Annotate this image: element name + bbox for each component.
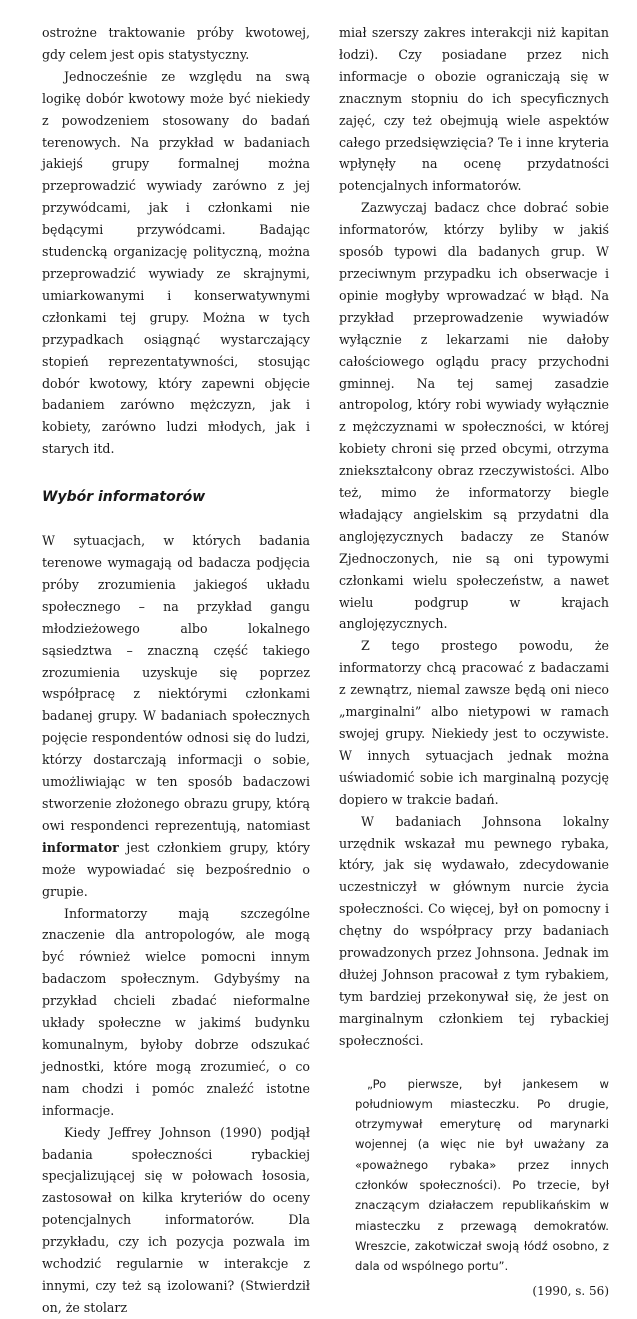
- term-informator: informator: [42, 839, 119, 855]
- paragraph-informant-definition: [42, 530, 310, 902]
- left-column: [42, 22, 310, 1319]
- right-column: [339, 22, 609, 1301]
- paragraph-quota-fieldwork: Jednocześnie ze względu na swą logikę dobór kwotowy może być niekiedy z powodzeniem stosowany do badań terenowych. Na przykład w badaniach jakiejś grupy formalnej można przeprowadzić wywiady zarówno z jej przywódcami, jak i członkami nie będącymi przywódcami. Badając studencką organizację polityczną, można przeprowadzić wywiady ze skrajnymi, umiarkowanymi i konserwatywnymi członkami tej grupy. Można w tych przypadkach osiągnąć wystarczający stopień reprezentatywności, stosując dobór kwotowy, który zapewni objęcie badaniem zarówno mężczyzn, jak i kobiety, zarówno ludzi młodych, jak i starych itd.: [42, 68, 310, 457]
- section-heading: Wybór informatorów: [42, 489, 206, 506]
- quote-text: „Po pierwsze, był jankesem w południowym miasteczku. Po drugie, otrzymywał emeryturę od marynarki wojennej (a więc nie był uważany za «poważnego rybaka» przez innych członków społeczności). Po trzecie, był znaczącym działaczem republikańskim w miasteczku z przewagą demokratów. Wreszcie, zakotwiczał swoją łódź osobno, z dala od wspólnego portu”.: [355, 1076, 609, 1274]
- paragraph-marginal: Z tego prostego powodu, że informatorzy chcą pracować z badaczami z zewnątrz, niemal zawsze będą oni nieco „marginalni” albo nietypowi w ramach swojej grupy. Niekiedy jest to oczywiste. W innych sytuacjach jednak można uświadomić sobie ich marginalną pozycję dopiero w trakcie badań.: [339, 638, 609, 807]
- paragraph-continuation: miał szerszy zakres interakcji niż kapitan łodzi). Czy posiadane przez nich informacje o obozie ograniczają się w znacznym stopniu do ich specyficznych zajęć, czy też obejmują wiele aspektów całego przedsięwzięcia? Te i inne kryteria wpłynęły na ocenę przydatności potencjalnych informatorów.: [339, 25, 609, 194]
- informant-text-before: W sytuacjach, w których badania terenowe wymagają od badacza podjęcia próby zrozumienia jakiegoś układu społecznego – na przykład gangu młodzieżowego albo lokalnego sąsiedztwa – znaczną część takiego zrozumienia uzyskuje się poprzez współpracę z niektórymi członkami badanej grupy. W badaniach społecznych pojęcie respondentów odnosi się do ludzi, którzy dostarczają informacji o sobie, umożliwiając w ten sposób badaczowi stworzenie złożonego obrazu grupy, którą owi respondenci reprezentują, natomiast: [42, 533, 310, 833]
- block-quote: [355, 1074, 609, 1301]
- paragraph-informant-value: Informatorzy mają szczególne znaczenie dla antropologów, ale mogą być również wielce pomocni innym badaczom społecznym. Gdybyśmy na przykład chcieli zbadać nieformalne układy społeczne w jakimś budynku komunalnym, byłoby dobrze odszukać jednostki, które mogą zrozumieć, o co nam chodzi i pomóc znaleźć istotne informacje.: [42, 905, 310, 1118]
- quote-citation: (1990, s. 56): [532, 1283, 609, 1298]
- paragraph-clerk-example: W badaniach Johnsona lokalny urzędnik wskazał mu pewnego rybaka, który, jak się wydawało, zdecydowanie uczestniczył w głównym nurcie życia społeczności. Co więcej, był on pomocny i chętny do współpracy przy badaniach prowadzonych przez Johnsona. Jednak im dłużej Johnson pracował z tym rybakiem, tym bardziej przekonywał się, że jest on marginalnym członkiem tej rybackiej społeczności.: [339, 813, 609, 1048]
- informant-text-after: jest członkiem grupy, który może wypowiadać się bezpośrednio o grupie.: [42, 839, 310, 899]
- paragraph-typical-informants: Zazwyczaj badacz chce dobrać sobie informatorów, którzy byliby w jakiś sposób typowi dla badanych grup. W przeciwnym przypadku ich obserwacje i opinie mogłyby wprowadzać w błąd. Na przykład przeprowadzenie wywiadów wyłącznie z lekarzami nie dałoby całościowego oglądu pracy przychodni gminnej. Na tej samej zasadzie antropolog, który robi wywiady wyłącznie z mężczyznami w społeczności, w której kobiety chroni się przed obcymi, otrzyma zniekształcony obraz rzeczywistości. Albo też, mimo że informatorzy biegle władający angielskim są przydatni dla anglojęzycznych badaczy ze Stanów Zjednoczonych, nie są oni typowymi członkami wielu społeczeństw, a nawet wielu podgrup w krajach anglojęzycznych.: [339, 200, 609, 632]
- paragraph-quota-intro: ostrożne traktowanie próby kwotowej, gdy celem jest opis statystyczny.: [42, 25, 310, 62]
- paragraph-johnson: Kiedy Jeffrey Johnson (1990) podjął badania społeczności rybackiej specjalizującej się w połowach łososia, zastosował on kilka kryteriów do oceny potencjalnych informatorów. Dla przykładu, czy ich pozycja pozwala im wchodzić regularnie w interakcje z innymi, czy też są izolowani? (Stwierdził on, że stolarz: [42, 1124, 310, 1315]
